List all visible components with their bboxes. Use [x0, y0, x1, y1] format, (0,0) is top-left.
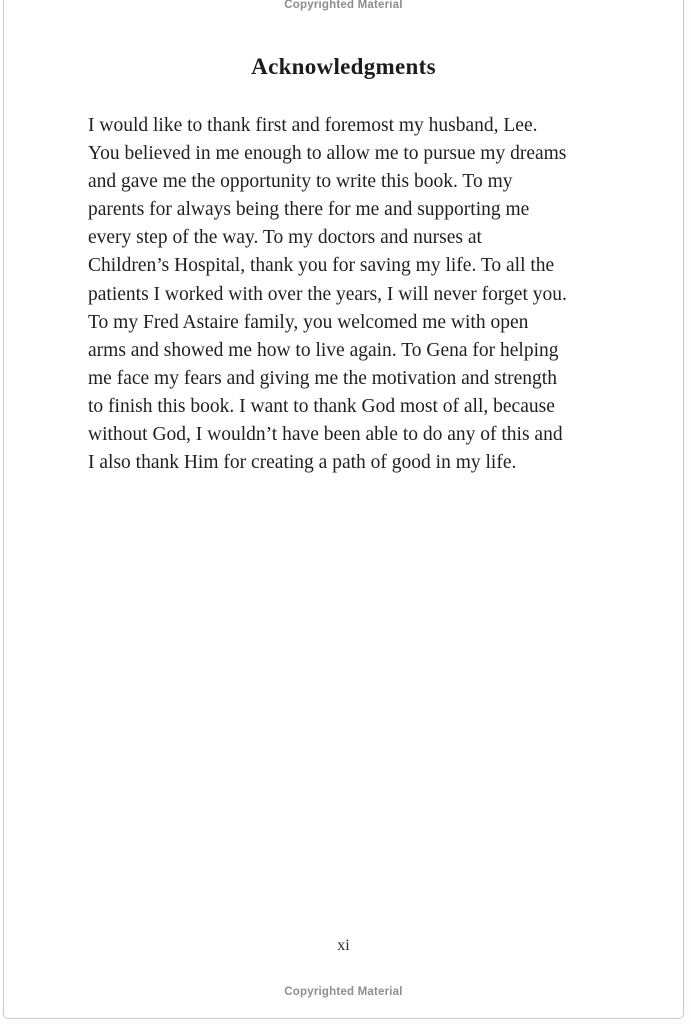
body-line: and gave me the opportunity to write this book. To my [88, 171, 513, 193]
body-line: without God, I wouldn’t have been able to do any of this and [88, 424, 563, 446]
body-line: every step of the way. To my doctors and nurses at [88, 227, 482, 249]
body-line: arms and showed me how to live again. To Gena for helping [88, 339, 559, 361]
body-line: patients I worked with over the years, I will never forget you. [88, 283, 567, 305]
body-line: I also thank Him for creating a path of good in my life. [88, 452, 517, 474]
copyright-notice-bottom: Copyrighted Material [284, 986, 403, 998]
book-page [3, 0, 684, 1019]
body-line: parents for always being there for me and supporting me [88, 199, 530, 221]
body-line: me face my fears and giving me the motivation and strength [88, 367, 557, 389]
page-number: xi [337, 937, 350, 954]
page-title: Acknowledgments [251, 54, 436, 79]
body-line: To my Fred Astaire family, you welcomed me with open [88, 311, 529, 333]
copyright-notice-top: Copyrighted Material [284, 0, 403, 11]
body-line: Children’s Hospital, thank you for saving my life. To all the [88, 255, 555, 277]
body-line: I would like to thank first and foremost my husband, Lee. [88, 115, 538, 136]
body-line: You believed in me enough to allow me to pursue my dreams [88, 143, 567, 165]
acknowledgments-paragraph [88, 112, 643, 477]
body-line: to finish this book. I want to thank God most of all, because [88, 395, 555, 417]
